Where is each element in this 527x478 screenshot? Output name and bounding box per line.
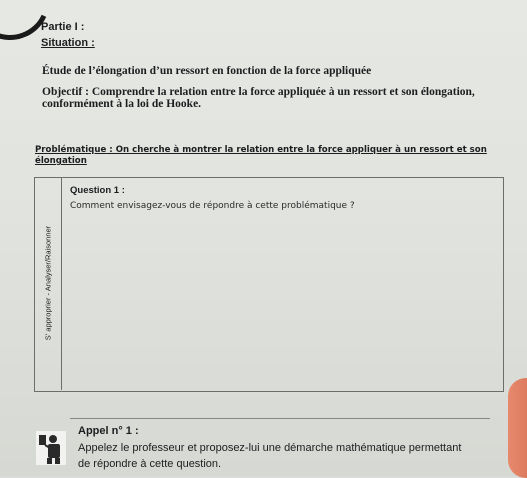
objectif-line-2: conformément à la loi de Hooke. (42, 98, 202, 110)
appel-line-2: de répondre à cette question. (78, 458, 222, 470)
problematique-text: : On cherche à montrer la relation entre la force appliquer à un ressort et son (106, 145, 487, 155)
teacher-icon (36, 431, 66, 465)
competence-label: S’ approprier - Analyser/Raisonner (43, 225, 53, 341)
partie-heading: Partie I : (41, 21, 85, 33)
divider (70, 418, 490, 419)
problematique-line-2: élongation (35, 156, 87, 166)
problematique-line-1 (35, 145, 487, 155)
finger-photo (508, 378, 527, 478)
appel-line-1: Appelez le professeur et proposez-lui une démarche mathématique permettant (78, 442, 462, 454)
question-text: Comment envisagez-vous de répondre à cette problématique ? (70, 201, 355, 211)
objectif-line-1: Objectif : Comprendre la relation entre la force appliquée à un ressort et son élongation, (42, 86, 475, 98)
question-title: Question 1 : (70, 185, 125, 196)
appel-title: Appel n° 1 : (78, 425, 139, 437)
problematique-label: Problématique (35, 145, 107, 155)
situation-heading: Situation : (41, 37, 95, 49)
etude-title: Étude de l’élongation d’un ressort en fonction de la force appliquée (42, 65, 372, 77)
